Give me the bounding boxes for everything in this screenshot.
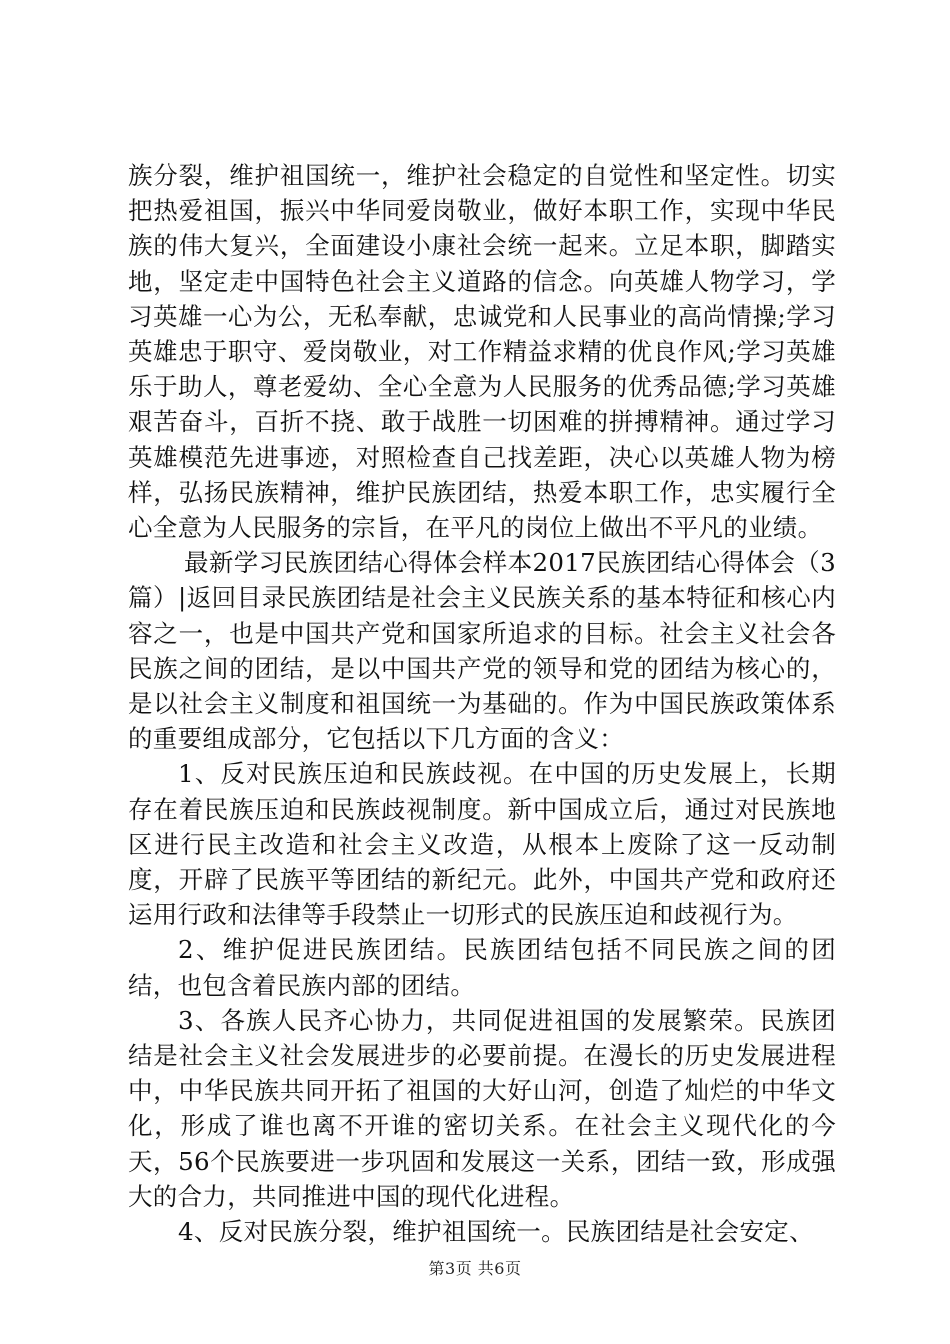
paragraph-point-3: 3、各族人民齐心协力，共同促进祖国的发展繁荣。民族团结是社会主义社会发展进步的必要前提。在漫长的历史发展进程中，中华民族共同开拓了祖国的大好山河，创造了灿烂的中华文化，形成了谁也离不开谁的密切关系。在社会主义现代化的今天，56个民族要进一步巩固和发展这一关系，团结一致，形成强大的合力，共同推进中国的现代化进程。 — [128, 1005, 836, 1211]
paragraph-point-1: 1、反对民族压迫和民族歧视。在中国的历史发展上，长期存在着民族压迫和民族歧视制度。新中国成立后，通过对民族地区进行民主改造和社会主义改造，从根本上废除了这一反动制度，开辟了民族平等团结的新纪元。此外，中国共产党和政府还运用行政和法律等手段禁止一切形式的民族压迫和歧视行为。 — [128, 759, 836, 930]
paragraph-point-2: 2、维护促进民族团结。民族团结包括不同民族之间的团结，也包含着民族内部的团结。 — [128, 935, 836, 1000]
paragraph-point-4: 4、反对民族分裂，维护祖国统一。民族团结是社会安定、 — [178, 1217, 814, 1247]
document-body — [128, 158, 836, 1249]
page-number-footer: 第3页 共6页 — [428, 1259, 522, 1278]
paragraph-section-intro: 最新学习民族团结心得体会样本2017民族团结心得体会（3篇）|返回目录民族团结是社会主义民族关系的基本特征和核心内容之一，也是中国共产党和国家所追求的目标。社会主义社会各民族之间的团结，是以中国共产党的领导和党的团结为核心的，是以社会主义制度和祖国统一为基础的。作为中国民族政策体系的重要组成部分，它包括以下几方面的含义： — [128, 548, 836, 754]
paragraph-continuation: 族分裂，维护祖国统一，维护社会稳定的自觉性和坚定性。切实把热爱祖国，振兴中华同爱岗敬业，做好本职工作，实现中华民族的伟大复兴，全面建设小康社会统一起来。立足本职，脚踏实地，坚定走中国特色社会主义道路的信念。向英雄人物学习，学习英雄一心为公，无私奉献，忠诚党和人民事业的高尚情操;学习英雄忠于职守、爱岗敬业，对工作精益求精的优良作风;学习英雄乐于助人，尊老爱幼、全心全意为人民服务的优秀品德;学习英雄艰苦奋斗，百折不挠、敢于战胜一切困难的拼搏精神。通过学习英雄模范先进事迹，对照检查自己找差距，决心以英雄人物为榜样，弘扬民族精神，维护民族团结，热爱本职工作，忠实履行全心全意为人民服务的宗旨，在平凡的岗位上做出不平凡的业绩。 — [128, 161, 836, 543]
